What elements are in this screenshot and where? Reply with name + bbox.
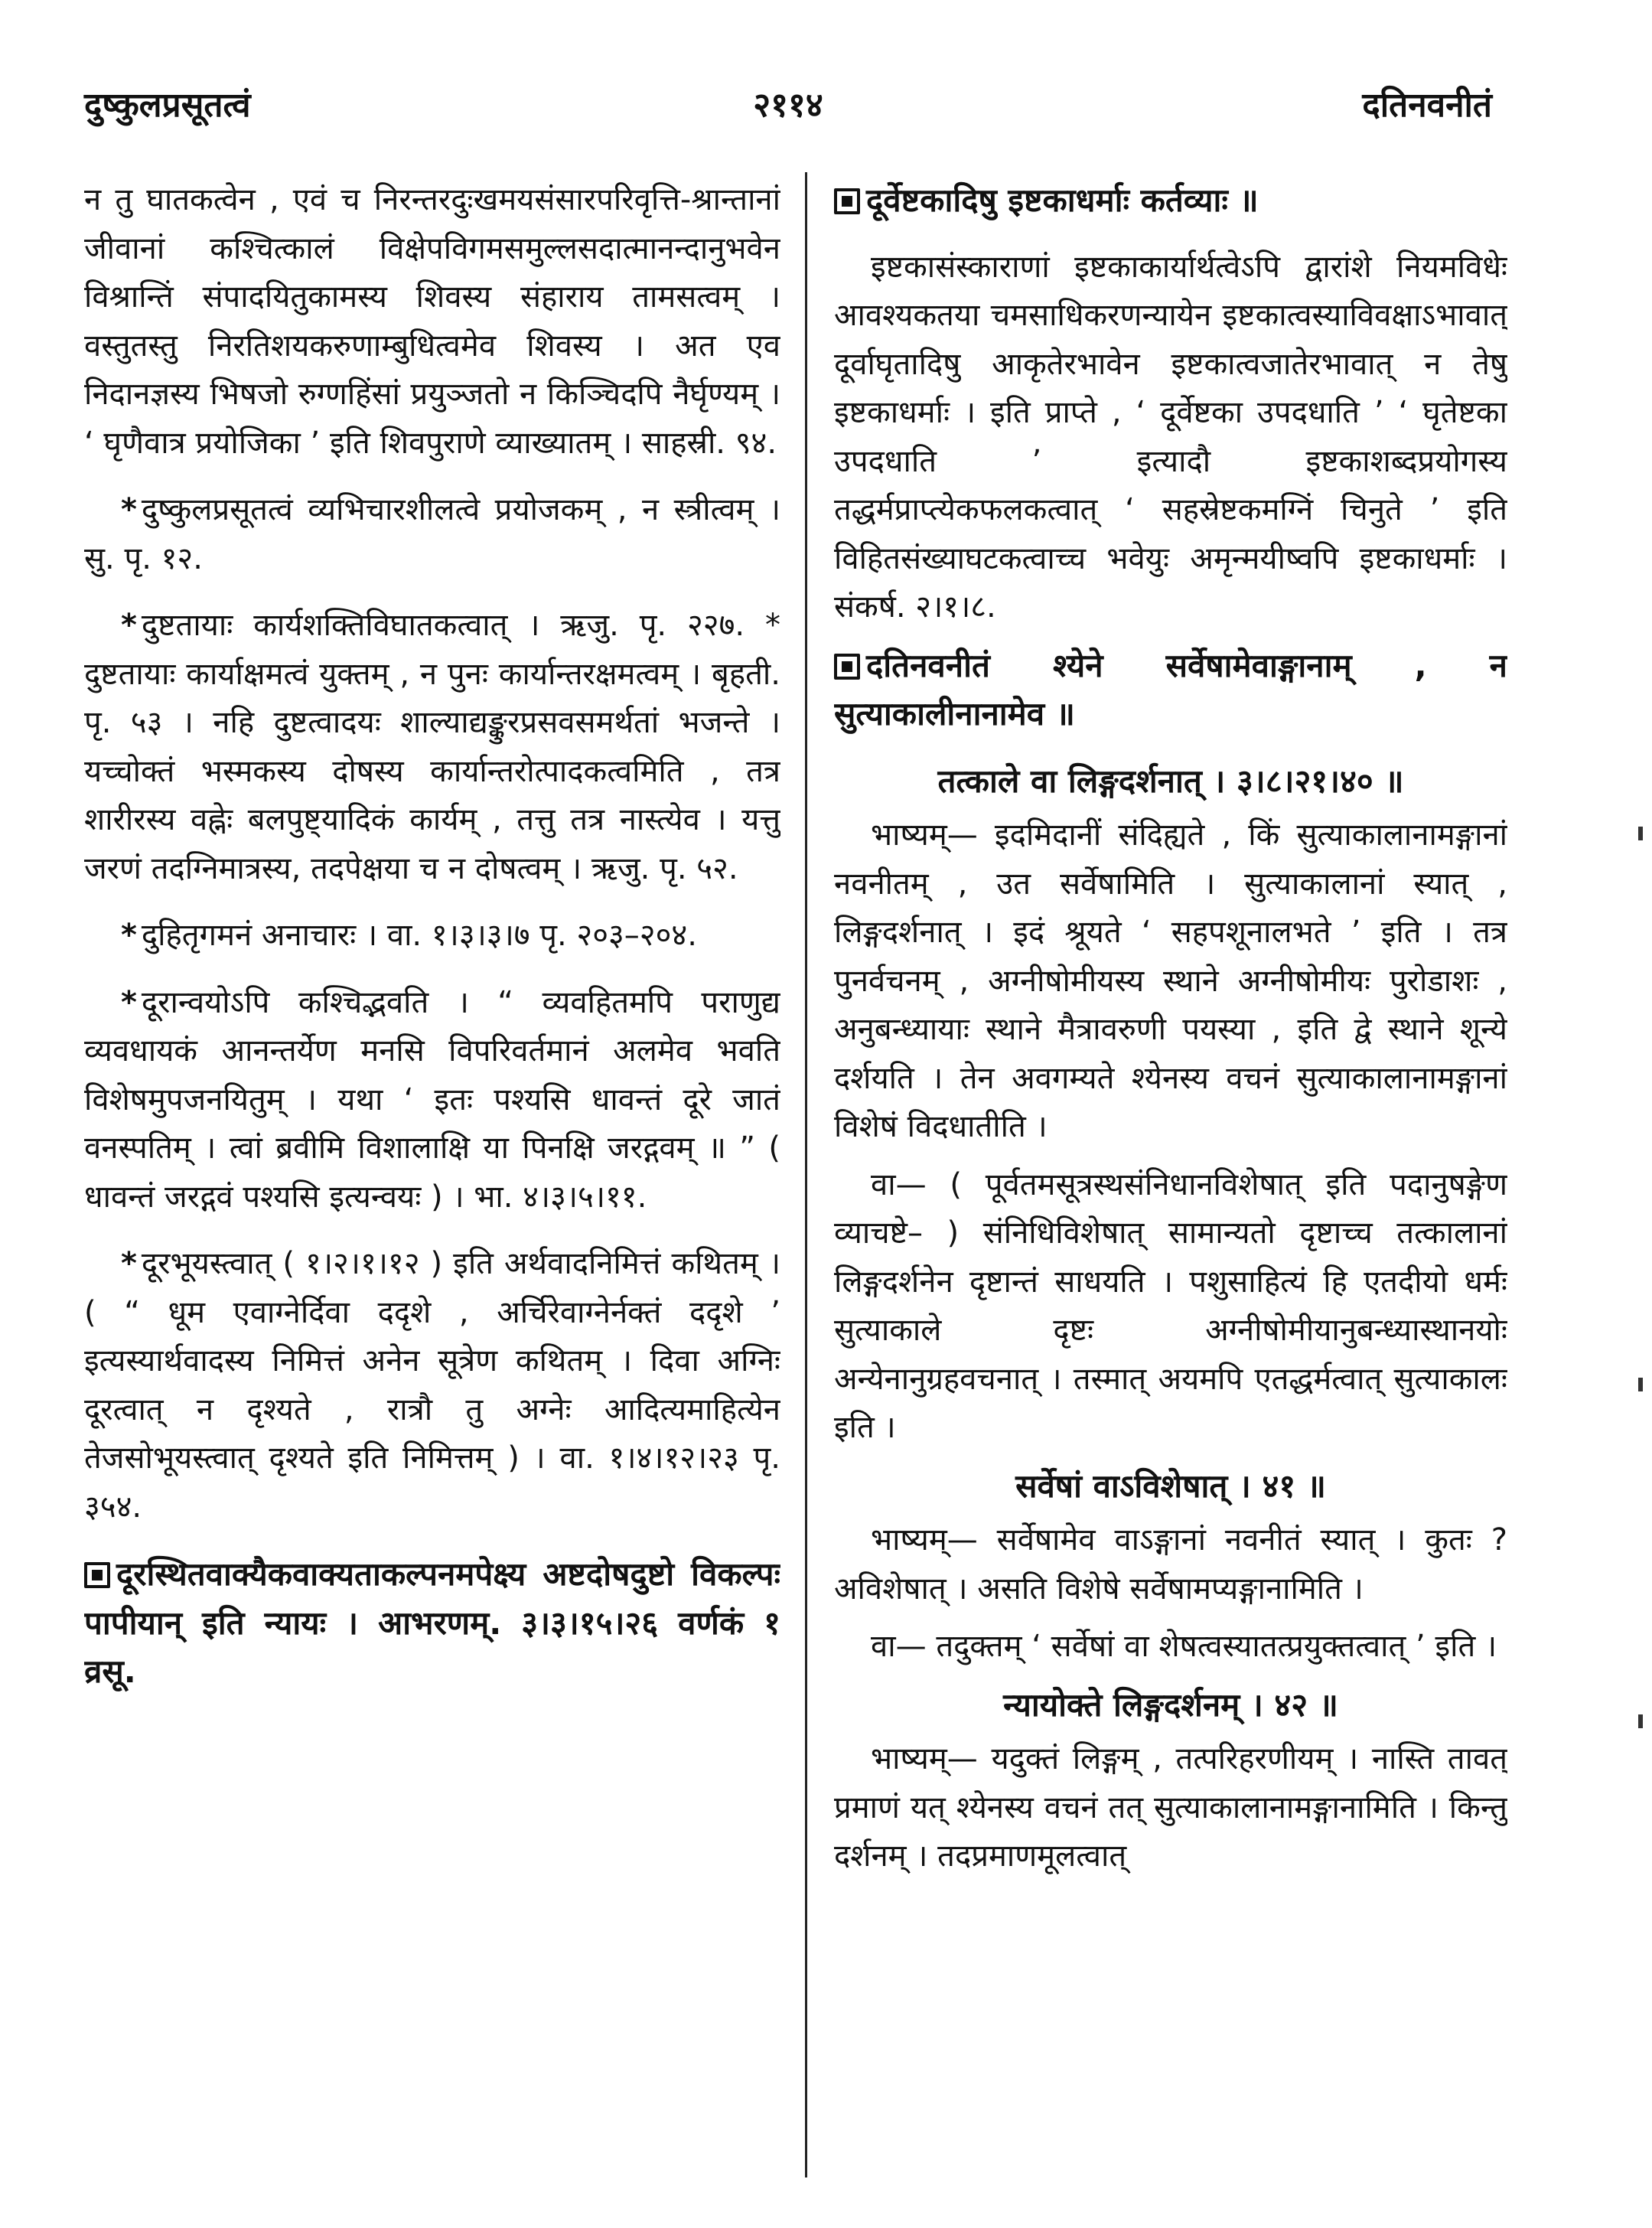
right-column — [834, 176, 1507, 2166]
sutra-40: तत्काले वा लिङ्गदर्शनात् । ३।८।२१।४० ॥ — [937, 762, 1404, 800]
vartika-41: वा— तदुक्तम् ‘ सर्वेषां वा शेषत्वस्यातत्प्रयुक्तत्वात् ’ इति । — [871, 1629, 1497, 1664]
scan-edge-mark — [1638, 1378, 1643, 1391]
sutra-42: न्यायोक्ते लिङ्गदर्शनम् । ४२ ॥ — [1003, 1685, 1338, 1724]
header-left-title: दुष्कुलप्रसूतत्वं — [84, 86, 251, 125]
section-mark-icon — [834, 188, 860, 214]
bhashya-40: भाष्यम्— इदमिदानीं संदिह्यते , किं सुत्याकालानामङ्गानां नवनीतम् , उत सर्वेषामिति । सुत्याकालानां स्यात् , लिङ्गदर्शनात् । इदं श्रूयते ‘ सहपशूनालभते ’ इति । तत्र पुनर्वचनम् , अग्नीषोमीयस्य स्थाने अग्नीषोमीयः पुरोडाशः , अनुबन्ध्यायाः स्थाने मैत्रावरुणी पयस्या , इति द्वे स्थाने शून्ये दर्शयति । तेन अवगम्यते श्येनस्य वचनं सुत्याकालानामङ्गानां विशेषं विदधातीति । — [834, 817, 1507, 1144]
left-entry-intro: न तु घातकत्वेन , एवं च निरन्तरदुःखमयसंसारपरिवृत्ति-श्रान्तानां जीवानां कश्चित्कालं विक्षेपविगमसमुल्लसदात्मानन्दानुभवेन विश्रान्तिं संपादयितुकामस्य शिवस्य संहाराय तामसत्वम् । वस्तुतस्तु निरतिशयकरुणाम्बुधित्वमेव शिवस्य । अत एव निदानज्ञस्य भिषजो रुग्णहिंसां प्रयुञ्जतो न किञ्चिदपि नैर्घृण्यम् । ‘ घृणैवात्र प्रयोजिका ’ इति शिवपुराणे व्याख्यातम् । साहस्री. ९४. — [84, 182, 780, 461]
scan-edge-mark — [1638, 1714, 1643, 1728]
section-mark-icon — [84, 1562, 110, 1588]
asterisk-icon: * — [121, 608, 137, 643]
page-header — [84, 80, 1492, 142]
right-heading-durveshtaka: दूर्वेष्टकादिषु इष्टकाधर्माः कर्तव्याः ॥ — [834, 176, 1507, 225]
left-entry-duhitri: * दुहितृगमनं अनाचारः । वा. १।३।३।७ पृ. २०३–२०४. — [121, 918, 697, 953]
right-para-ishtaka: इष्टकासंस्काराणां इष्टकाकार्यार्थत्वेऽपि द्वारांशे नियमविधेः आवश्यकतया चमसाधिकरणन्यायेन इष्टकात्वस्याविवक्षाऽभावात् दूर्वाघृतादिषु आकृतेरभावेन इष्टकात्वजातेरभावात् न तेषु इष्टकाधर्माः । इति प्राप्ते , ‘ दूर्वेष्टका उपदधाति ’ ‘ घृतेष्टका उपदधाति ’ इत्यादौ इष्टकाशब्दप्रयोगस्य तद्धर्मप्राप्त्येकफलकत्वात् ‘ सहस्रेष्टकमग्निं चिनुते ’ इति विहितसंख्याघटकत्वाच्च भवेयुः अमृन्मयीष्वपि इष्टकाधर्माः । संकर्ष. २।१।८. — [834, 249, 1507, 625]
asterisk-icon: * — [121, 984, 137, 1020]
left-entry-dushtataya: * दुष्टतायाः कार्यशक्तिविघातकत्वात् । ऋजु. पृ. २२७. * दुष्टतायाः कार्याक्षमत्वं युक्तम् , न पुनः कार्यान्तरक्षमत्वम् । बृहती. पृ. ५३ । नहि दुष्टत्वादयः शाल्याद्यङ्कुरप्रसवसमर्थतां भजन्ते । यच्चोक्तं भस्मकस्य दोषस्य कार्यान्तरोत्पादकत्वमिति , तत्र शारीरस्य वह्नेः बलपुष्ट्यादिकं कार्यम् , तत्तु तत्र नास्त्येव । यत्तु जरणं तदग्निमात्रस्य, तदपेक्षया च न दोषत्वम् । ऋजु. पृ. ५२. — [84, 608, 780, 886]
asterisk-icon: * — [121, 1246, 137, 1281]
left-entry-duranvaya: * दूरान्वयोऽपि कश्चिद्भवति । “ व्यवहितमपि पराणुद्य व्यवधायकं आनन्तर्येण मनसि विपरिवर्तमानं अलमेव भवति विशेषमुपजनयितुम् । यथा ‘ इतः पश्यसि धावन्तं दूरे जातं वनस्पतिम् । त्वां ब्रवीमि विशालाक्षि या पिनक्षि जरद्गवम् ॥ ” ( धावन्तं जरद्गवं पश्यसि इत्यन्वयः ) । भा. ४।३।५।११. — [84, 984, 780, 1215]
section-mark-icon — [834, 654, 860, 680]
left-entry-durasthita: दूरस्थितवाक्यैकवाक्यताकल्पनमपेक्ष्य अष्टदोषदुष्टो विकल्पः पापीयान् इति न्यायः । आभरणम्. ३।३।१५।२६ वर्णकं १ व्रसू. — [84, 1555, 780, 1690]
asterisk-icon: * — [121, 918, 137, 953]
left-entry-dushkula: * दुष्कुलप्रसूतत्वं व्यभिचारशीलत्वे प्रयोजकम् , न स्त्रीत्वम् । सु. पृ. १२. — [84, 492, 780, 576]
vartika-40: वा— ( पूर्वतमसूत्रस्थसंनिधानविशेषात् इति पदानुषङ्गेण व्याचष्टे– ) संनिधिविशेषात् सामान्यतो दृष्टाच्च तत्कालानां लिङ्गदर्शनेन दृष्टान्तं साधयति । पशुसाहित्यं हि एतदीयो धर्मः सुत्याकाले दृष्टः अग्नीषोमीयानुबन्ध्यास्थानयोः अन्येनानुग्रहवचनात् । तस्मात् अयमपि एतद्धर्मत्वात् सुत्याकालः इति । — [834, 1166, 1507, 1445]
header-right-title: दतिनवनीतं — [1362, 86, 1492, 125]
left-column — [84, 176, 780, 2166]
scan-edge-mark — [1638, 827, 1643, 840]
page-number: २११४ — [753, 86, 823, 125]
bhashya-42: भाष्यम्— यदुक्तं लिङ्गम् , तत्परिहरणीयम् । नास्ति तावत् प्रमाणं यत् श्येनस्य वचनं तत् सुत्याकालानामङ्गानामिति । किन्तु दर्शनम् । तदप्रमाणमूलत्वात् — [834, 1741, 1507, 1874]
asterisk-icon: * — [121, 492, 137, 527]
sutra-41: सर्वेषां वाऽविशेषात् । ४१ ॥ — [1015, 1466, 1326, 1505]
left-entry-durabhuyastvat: * दूरभूयस्त्वात् ( १।२।१।१२ ) इति अर्थवादनिमित्तं कथितम् । ( “ धूम एवाग्नेर्दिवा ददृशे , अर्चिरेवाग्नेर्नक्तं ददृशे ’ इत्यस्यार्थवादस्य निमित्तं अनेन सूत्रेण कथितम् । दिवा अग्निः दूरत्वात् न दृश्यते , रात्रौ तु अग्नेः आदित्यमाहित्येन तेजसोभूयस्त्वात् दृश्यते इति निमित्तम् ) । वा. १।४।१२।२३ पृ. ३५४. — [84, 1246, 780, 1525]
bhashya-41: भाष्यम्— सर्वेषामेव वाऽङ्गानां नवनीतं स्यात् । कुतः ? अविशेषात् । असति विशेषे सर्वेषामप्यङ्गानामिति । — [834, 1522, 1507, 1607]
column-divider — [805, 172, 807, 2177]
right-heading-datinavanita: दतिनवनीतं श्येने सर्वेषामेवाङ्गानाम् , न सुत्याकालीनानामेव ॥ — [834, 646, 1507, 732]
